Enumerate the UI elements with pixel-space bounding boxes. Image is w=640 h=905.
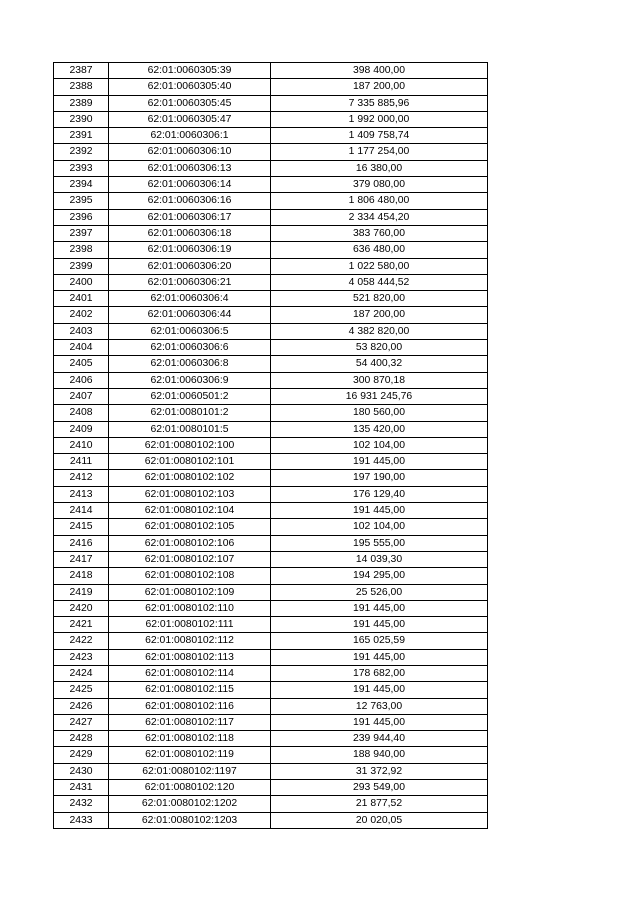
table-row [54, 63, 488, 79]
row-number-cell: 2423 [54, 649, 109, 665]
cadastral-value-cell: 383 760,00 [271, 225, 488, 241]
cadastral-number-cell: 62:01:0080102:110 [109, 600, 271, 616]
table-row [54, 633, 488, 649]
cadastral-number-cell: 62:01:0080102:118 [109, 731, 271, 747]
cadastral-value-cell: 2 334 454,20 [271, 209, 488, 225]
cadastral-value-cell: 54 400,32 [271, 356, 488, 372]
cadastral-value-cell: 178 682,00 [271, 665, 488, 681]
cadastral-value-cell: 636 480,00 [271, 242, 488, 258]
cadastral-number-cell: 62:01:0080102:119 [109, 747, 271, 763]
row-number-cell: 2433 [54, 812, 109, 828]
cadastral-value-cell: 191 445,00 [271, 714, 488, 730]
table-row [54, 95, 488, 111]
cadastral-value-cell: 12 763,00 [271, 698, 488, 714]
cadastral-number-cell: 62:01:0060306:5 [109, 323, 271, 339]
row-number-cell: 2401 [54, 291, 109, 307]
cadastral-value-cell: 21 877,52 [271, 796, 488, 812]
row-number-cell: 2404 [54, 340, 109, 356]
cadastral-number-cell: 62:01:0060306:9 [109, 372, 271, 388]
cadastral-value-cell: 53 820,00 [271, 340, 488, 356]
table-row [54, 682, 488, 698]
table-row [54, 388, 488, 404]
table-row [54, 796, 488, 812]
cadastral-number-cell: 62:01:0080102:103 [109, 486, 271, 502]
cadastral-number-cell: 62:01:0080102:105 [109, 519, 271, 535]
table-row [54, 714, 488, 730]
cadastral-number-cell: 62:01:0060306:13 [109, 160, 271, 176]
row-number-cell: 2424 [54, 665, 109, 681]
table-row [54, 454, 488, 470]
cadastral-value-cell: 7 335 885,96 [271, 95, 488, 111]
row-number-cell: 2422 [54, 633, 109, 649]
cadastral-value-cell: 1 409 758,74 [271, 128, 488, 144]
table-row [54, 209, 488, 225]
table-body [54, 63, 488, 829]
row-number-cell: 2417 [54, 551, 109, 567]
cadastral-value-cell: 25 526,00 [271, 584, 488, 600]
table-row [54, 340, 488, 356]
cadastral-number-cell: 62:01:0060306:18 [109, 225, 271, 241]
table-row [54, 568, 488, 584]
cadastral-number-cell: 62:01:0080102:112 [109, 633, 271, 649]
row-number-cell: 2390 [54, 111, 109, 127]
cadastral-number-cell: 62:01:0060306:4 [109, 291, 271, 307]
cadastral-number-cell: 62:01:0080102:111 [109, 617, 271, 633]
table-row [54, 128, 488, 144]
table-row [54, 421, 488, 437]
cadastral-value-cell: 379 080,00 [271, 177, 488, 193]
table-row [54, 111, 488, 127]
table-row [54, 144, 488, 160]
row-number-cell: 2415 [54, 519, 109, 535]
cadastral-number-cell: 62:01:0080102:104 [109, 503, 271, 519]
row-number-cell: 2408 [54, 405, 109, 421]
table-row [54, 323, 488, 339]
cadastral-number-cell: 62:01:0080102:109 [109, 584, 271, 600]
table-row [54, 307, 488, 323]
cadastral-value-cell: 16 380,00 [271, 160, 488, 176]
cadastral-number-cell: 62:01:0060306:16 [109, 193, 271, 209]
table-row [54, 535, 488, 551]
row-number-cell: 2413 [54, 486, 109, 502]
cadastral-value-cell: 135 420,00 [271, 421, 488, 437]
row-number-cell: 2387 [54, 63, 109, 79]
cadastral-number-cell: 62:01:0060306:44 [109, 307, 271, 323]
table-row [54, 698, 488, 714]
row-number-cell: 2397 [54, 225, 109, 241]
row-number-cell: 2388 [54, 79, 109, 95]
cadastral-value-cell: 187 200,00 [271, 79, 488, 95]
row-number-cell: 2389 [54, 95, 109, 111]
row-number-cell: 2419 [54, 584, 109, 600]
row-number-cell: 2414 [54, 503, 109, 519]
table-row [54, 551, 488, 567]
row-number-cell: 2403 [54, 323, 109, 339]
cadastral-number-cell: 62:01:0060306:20 [109, 258, 271, 274]
row-number-cell: 2400 [54, 274, 109, 290]
cadastral-number-cell: 62:01:0060306:14 [109, 177, 271, 193]
row-number-cell: 2393 [54, 160, 109, 176]
cadastral-value-cell: 180 560,00 [271, 405, 488, 421]
table-row [54, 405, 488, 421]
cadastral-value-cell: 398 400,00 [271, 63, 488, 79]
cadastral-number-cell: 62:01:0080102:113 [109, 649, 271, 665]
row-number-cell: 2426 [54, 698, 109, 714]
row-number-cell: 2407 [54, 388, 109, 404]
table-row [54, 291, 488, 307]
table-row [54, 486, 488, 502]
table-row [54, 780, 488, 796]
cadastral-number-cell: 62:01:0060501:2 [109, 388, 271, 404]
table-row [54, 731, 488, 747]
cadastral-value-cell: 1 992 000,00 [271, 111, 488, 127]
cadastral-number-cell: 62:01:0080102:117 [109, 714, 271, 730]
cadastral-number-cell: 62:01:0060306:19 [109, 242, 271, 258]
cadastral-value-table [53, 62, 488, 829]
cadastral-value-cell: 31 372,92 [271, 763, 488, 779]
cadastral-value-cell: 194 295,00 [271, 568, 488, 584]
table-row [54, 160, 488, 176]
table-row [54, 763, 488, 779]
cadastral-value-cell: 191 445,00 [271, 503, 488, 519]
table-row [54, 193, 488, 209]
cadastral-value-cell: 197 190,00 [271, 470, 488, 486]
row-number-cell: 2425 [54, 682, 109, 698]
row-number-cell: 2396 [54, 209, 109, 225]
row-number-cell: 2431 [54, 780, 109, 796]
cadastral-number-cell: 62:01:0080102:120 [109, 780, 271, 796]
cadastral-number-cell: 62:01:0080102:114 [109, 665, 271, 681]
cadastral-number-cell: 62:01:0060305:47 [109, 111, 271, 127]
cadastral-number-cell: 62:01:0080102:116 [109, 698, 271, 714]
cadastral-value-cell: 4 058 444,52 [271, 274, 488, 290]
table-row [54, 242, 488, 258]
cadastral-value-cell: 191 445,00 [271, 600, 488, 616]
row-number-cell: 2392 [54, 144, 109, 160]
cadastral-value-cell: 4 382 820,00 [271, 323, 488, 339]
table-row [54, 225, 488, 241]
table-row [54, 372, 488, 388]
row-number-cell: 2416 [54, 535, 109, 551]
cadastral-number-cell: 62:01:0080101:2 [109, 405, 271, 421]
cadastral-value-cell: 102 104,00 [271, 437, 488, 453]
cadastral-value-cell: 16 931 245,76 [271, 388, 488, 404]
table-row [54, 437, 488, 453]
table-row [54, 470, 488, 486]
table-row [54, 747, 488, 763]
cadastral-number-cell: 62:01:0080102:115 [109, 682, 271, 698]
table-row [54, 177, 488, 193]
cadastral-number-cell: 62:01:0060306:8 [109, 356, 271, 372]
cadastral-number-cell: 62:01:0080101:5 [109, 421, 271, 437]
cadastral-number-cell: 62:01:0060305:45 [109, 95, 271, 111]
row-number-cell: 2411 [54, 454, 109, 470]
cadastral-number-cell: 62:01:0060306:1 [109, 128, 271, 144]
row-number-cell: 2429 [54, 747, 109, 763]
row-number-cell: 2406 [54, 372, 109, 388]
table-row [54, 600, 488, 616]
cadastral-value-cell: 165 025,59 [271, 633, 488, 649]
cadastral-number-cell: 62:01:0080102:102 [109, 470, 271, 486]
cadastral-value-cell: 195 555,00 [271, 535, 488, 551]
cadastral-number-cell: 62:01:0080102:1203 [109, 812, 271, 828]
table-row [54, 584, 488, 600]
table-row [54, 79, 488, 95]
cadastral-value-cell: 293 549,00 [271, 780, 488, 796]
row-number-cell: 2430 [54, 763, 109, 779]
table-row [54, 519, 488, 535]
cadastral-value-cell: 191 445,00 [271, 454, 488, 470]
row-number-cell: 2410 [54, 437, 109, 453]
cadastral-value-cell: 300 870,18 [271, 372, 488, 388]
cadastral-value-cell: 188 940,00 [271, 747, 488, 763]
row-number-cell: 2405 [54, 356, 109, 372]
cadastral-value-cell: 191 445,00 [271, 617, 488, 633]
cadastral-number-cell: 62:01:0080102:101 [109, 454, 271, 470]
row-number-cell: 2398 [54, 242, 109, 258]
cadastral-number-cell: 62:01:0060305:39 [109, 63, 271, 79]
row-number-cell: 2432 [54, 796, 109, 812]
table-row [54, 649, 488, 665]
cadastral-value-cell: 1 806 480,00 [271, 193, 488, 209]
cadastral-number-cell: 62:01:0060306:6 [109, 340, 271, 356]
cadastral-number-cell: 62:01:0080102:1197 [109, 763, 271, 779]
cadastral-number-cell: 62:01:0080102:106 [109, 535, 271, 551]
cadastral-value-cell: 239 944,40 [271, 731, 488, 747]
cadastral-value-cell: 191 445,00 [271, 682, 488, 698]
cadastral-number-cell: 62:01:0060305:40 [109, 79, 271, 95]
row-number-cell: 2391 [54, 128, 109, 144]
cadastral-number-cell: 62:01:0080102:1202 [109, 796, 271, 812]
cadastral-value-cell: 102 104,00 [271, 519, 488, 535]
cadastral-value-cell: 521 820,00 [271, 291, 488, 307]
table-row [54, 356, 488, 372]
cadastral-number-cell: 62:01:0080102:107 [109, 551, 271, 567]
cadastral-value-cell: 20 020,05 [271, 812, 488, 828]
row-number-cell: 2412 [54, 470, 109, 486]
row-number-cell: 2402 [54, 307, 109, 323]
row-number-cell: 2395 [54, 193, 109, 209]
table-row [54, 274, 488, 290]
table-row [54, 812, 488, 828]
cadastral-value-cell: 191 445,00 [271, 649, 488, 665]
table-row [54, 503, 488, 519]
row-number-cell: 2409 [54, 421, 109, 437]
row-number-cell: 2418 [54, 568, 109, 584]
row-number-cell: 2421 [54, 617, 109, 633]
cadastral-value-cell: 1 177 254,00 [271, 144, 488, 160]
row-number-cell: 2420 [54, 600, 109, 616]
cadastral-number-cell: 62:01:0060306:10 [109, 144, 271, 160]
cadastral-value-cell: 14 039,30 [271, 551, 488, 567]
cadastral-number-cell: 62:01:0060306:17 [109, 209, 271, 225]
cadastral-value-cell: 1 022 580,00 [271, 258, 488, 274]
table-row [54, 665, 488, 681]
row-number-cell: 2427 [54, 714, 109, 730]
cadastral-number-cell: 62:01:0080102:108 [109, 568, 271, 584]
table-row [54, 258, 488, 274]
cadastral-number-cell: 62:01:0080102:100 [109, 437, 271, 453]
cadastral-value-cell: 176 129,40 [271, 486, 488, 502]
row-number-cell: 2399 [54, 258, 109, 274]
row-number-cell: 2428 [54, 731, 109, 747]
table-row [54, 617, 488, 633]
row-number-cell: 2394 [54, 177, 109, 193]
cadastral-number-cell: 62:01:0060306:21 [109, 274, 271, 290]
cadastral-value-cell: 187 200,00 [271, 307, 488, 323]
